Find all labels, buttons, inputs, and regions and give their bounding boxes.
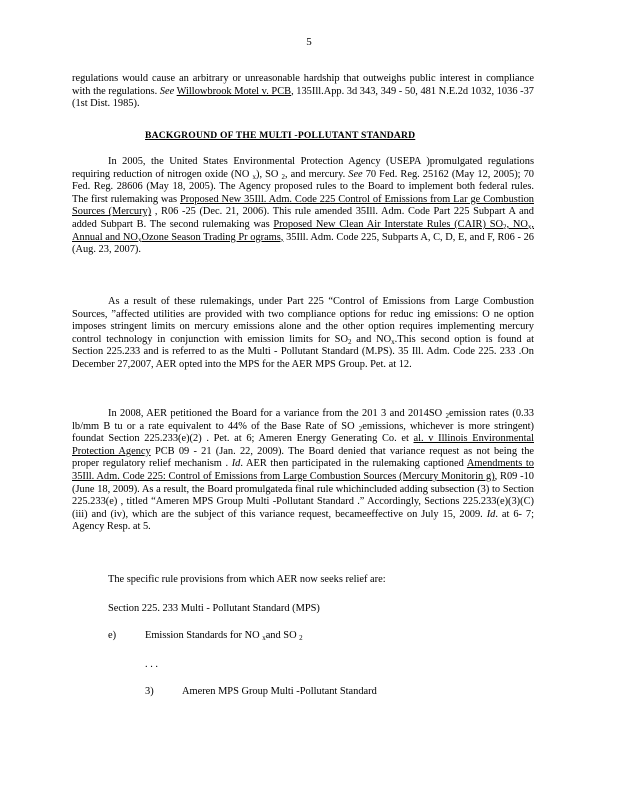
- case-caption: al. v Illinois Environmental Protection Agency: [72, 433, 535, 457]
- item-3-text: Ameren MPS Group Multi -Pollutant Standard: [182, 686, 377, 697]
- rulemaking-title-monitoring: Amendments to 35Ill. Adm. Code 225: Control of Emissions from Large Combustion Sources (Mercury Monitorin g): [72, 458, 534, 482]
- paragraph-2008-variance: In 2008, AER petitioned the Board for a variance from the 201 3 and 2014SO $_2$emission rates (0.33 lb/mm B tu or a rate equivalent to 44% of the Base Rate of SO $_2$emissions, whichever is more stringent) foundat Section 225.233(e)(2) . Pet. at 6; Ameren Energy Generating Co. et al. v Illinois Environmental Protection Agency PCB 09 - 21 (Jan. 22, 2009). The Board denied that variance request as not being the proper regulatory relief mechanism . Id. AER then participated in the rulemaking captioned Amendments to 35Ill. Adm. Code 225: Control of Emissions from Large Combustion Sources (Mercury Monitorin g), R09 -10 (June 18, 2009). As a result, the Board promulgateda final rule whichincluded adding subsection (3) to Section 225.233(e) , titled “Ameren MPS Group Multi -Pollutant Standard .” Accordingly, Sections 225.233(e)(3)(C)(iii) and (iv), which are the subject of this variance request, becameeffective on July 15, 2009. Id. at 6- 7; Agency Resp. at 5.: [72, 408, 535, 533]
- rulemaking-title-mercury: Proposed New 35Ill. Adm. Code 225 Control of Emissions from Lar ge Combustion Sources (Mercury): [72, 193, 535, 218]
- item-3-label: 3): [145, 686, 154, 697]
- section-title: Section 225. 233 Multi - Pollutant Standard (MPS): [108, 603, 320, 614]
- page-number: 5: [306, 36, 312, 48]
- case-citation: Willowbrook Motel v. PCB: [176, 85, 292, 97]
- item-e-text: Emission Standards for NO $_x$and SO $_2$: [145, 630, 303, 642]
- provisions-intro: The specific rule provisions from which AER now seeks relief are:: [108, 574, 386, 585]
- rulemaking-title-cair: Proposed New Clean Air Interstate Rules (CAIR) $SO_2$, $NO_x$, Annual and $NO_xOzone$ Season Trading Pr ograms,: [72, 218, 535, 244]
- item-e-label: e): [108, 630, 117, 641]
- paragraph-2005-rules: In 2005, the United States Environmental Protection Agency (USEPA )promulgated regulations requiring reduction of nitrogen oxide (NO $_x$), SO $_2$, and mercury. See 70 Fed. Reg. 25162 (May 12, 2005); 70 Fed. Reg. 28606 (May 18, 2005). The Agency proposed rules to the Board to implement both federal rules. The first rulemaking was Proposed New 35Ill. Adm. Code 225 Control of Emissions from Lar ge Combustion Sources (Mercury) , R06 -25 (Dec. 21, 2006). This rule amended 35Ill. Adm. Code Part 225 Subpart A and added Subpart B. The second rulemaking was Proposed New Clean Air Interstate Rules (CAIR) $SO_2$, $NO_x$, Annual and $NO_xOzone$ Season Trading Pr ograms, 35Ill. Adm. Code 225, Subparts A, C, D, E, and F, R06 - 26 (Aug. 23, 2007).: [72, 156, 535, 256]
- ellipsis: . . .: [145, 659, 158, 670]
- paragraph-compliance-options: As a result of these rulemakings, under Part 225 “Control of Emissions from Large Combustion Sources, ”affected utilities are provided with two compliance options for reduc ing emissions: O ne option imposes stringent limits on mercury emissions alone and the other option requires implementing mercury control technology in conjunction with emission limits for $SO_2$ and $NO_x.This$ second option is found at Section 225.233 and is referred to as the Multi - Pollutant Standard (M.PS). 35 Ill. Adm. Code 225. 233 .On December 27,2007, AER opted into the MPS for the AER MPS Group. Pet. at 12.: [72, 296, 535, 370]
- section-heading: BACKGROUND OF THE MULTI -POLLUTANT STANDARD: [145, 130, 416, 141]
- intro-paragraph: regulations would cause an arbitrary or unreasonable hardship that outweighs public interest in compliance with the regulations. See Willowbrook Motel v. PCB, 135Ill.App. 3d 343, 349 - 50, 481 N.E.2d 1032, 1036 -37 (1st Dist. 1985).: [72, 73, 534, 110]
